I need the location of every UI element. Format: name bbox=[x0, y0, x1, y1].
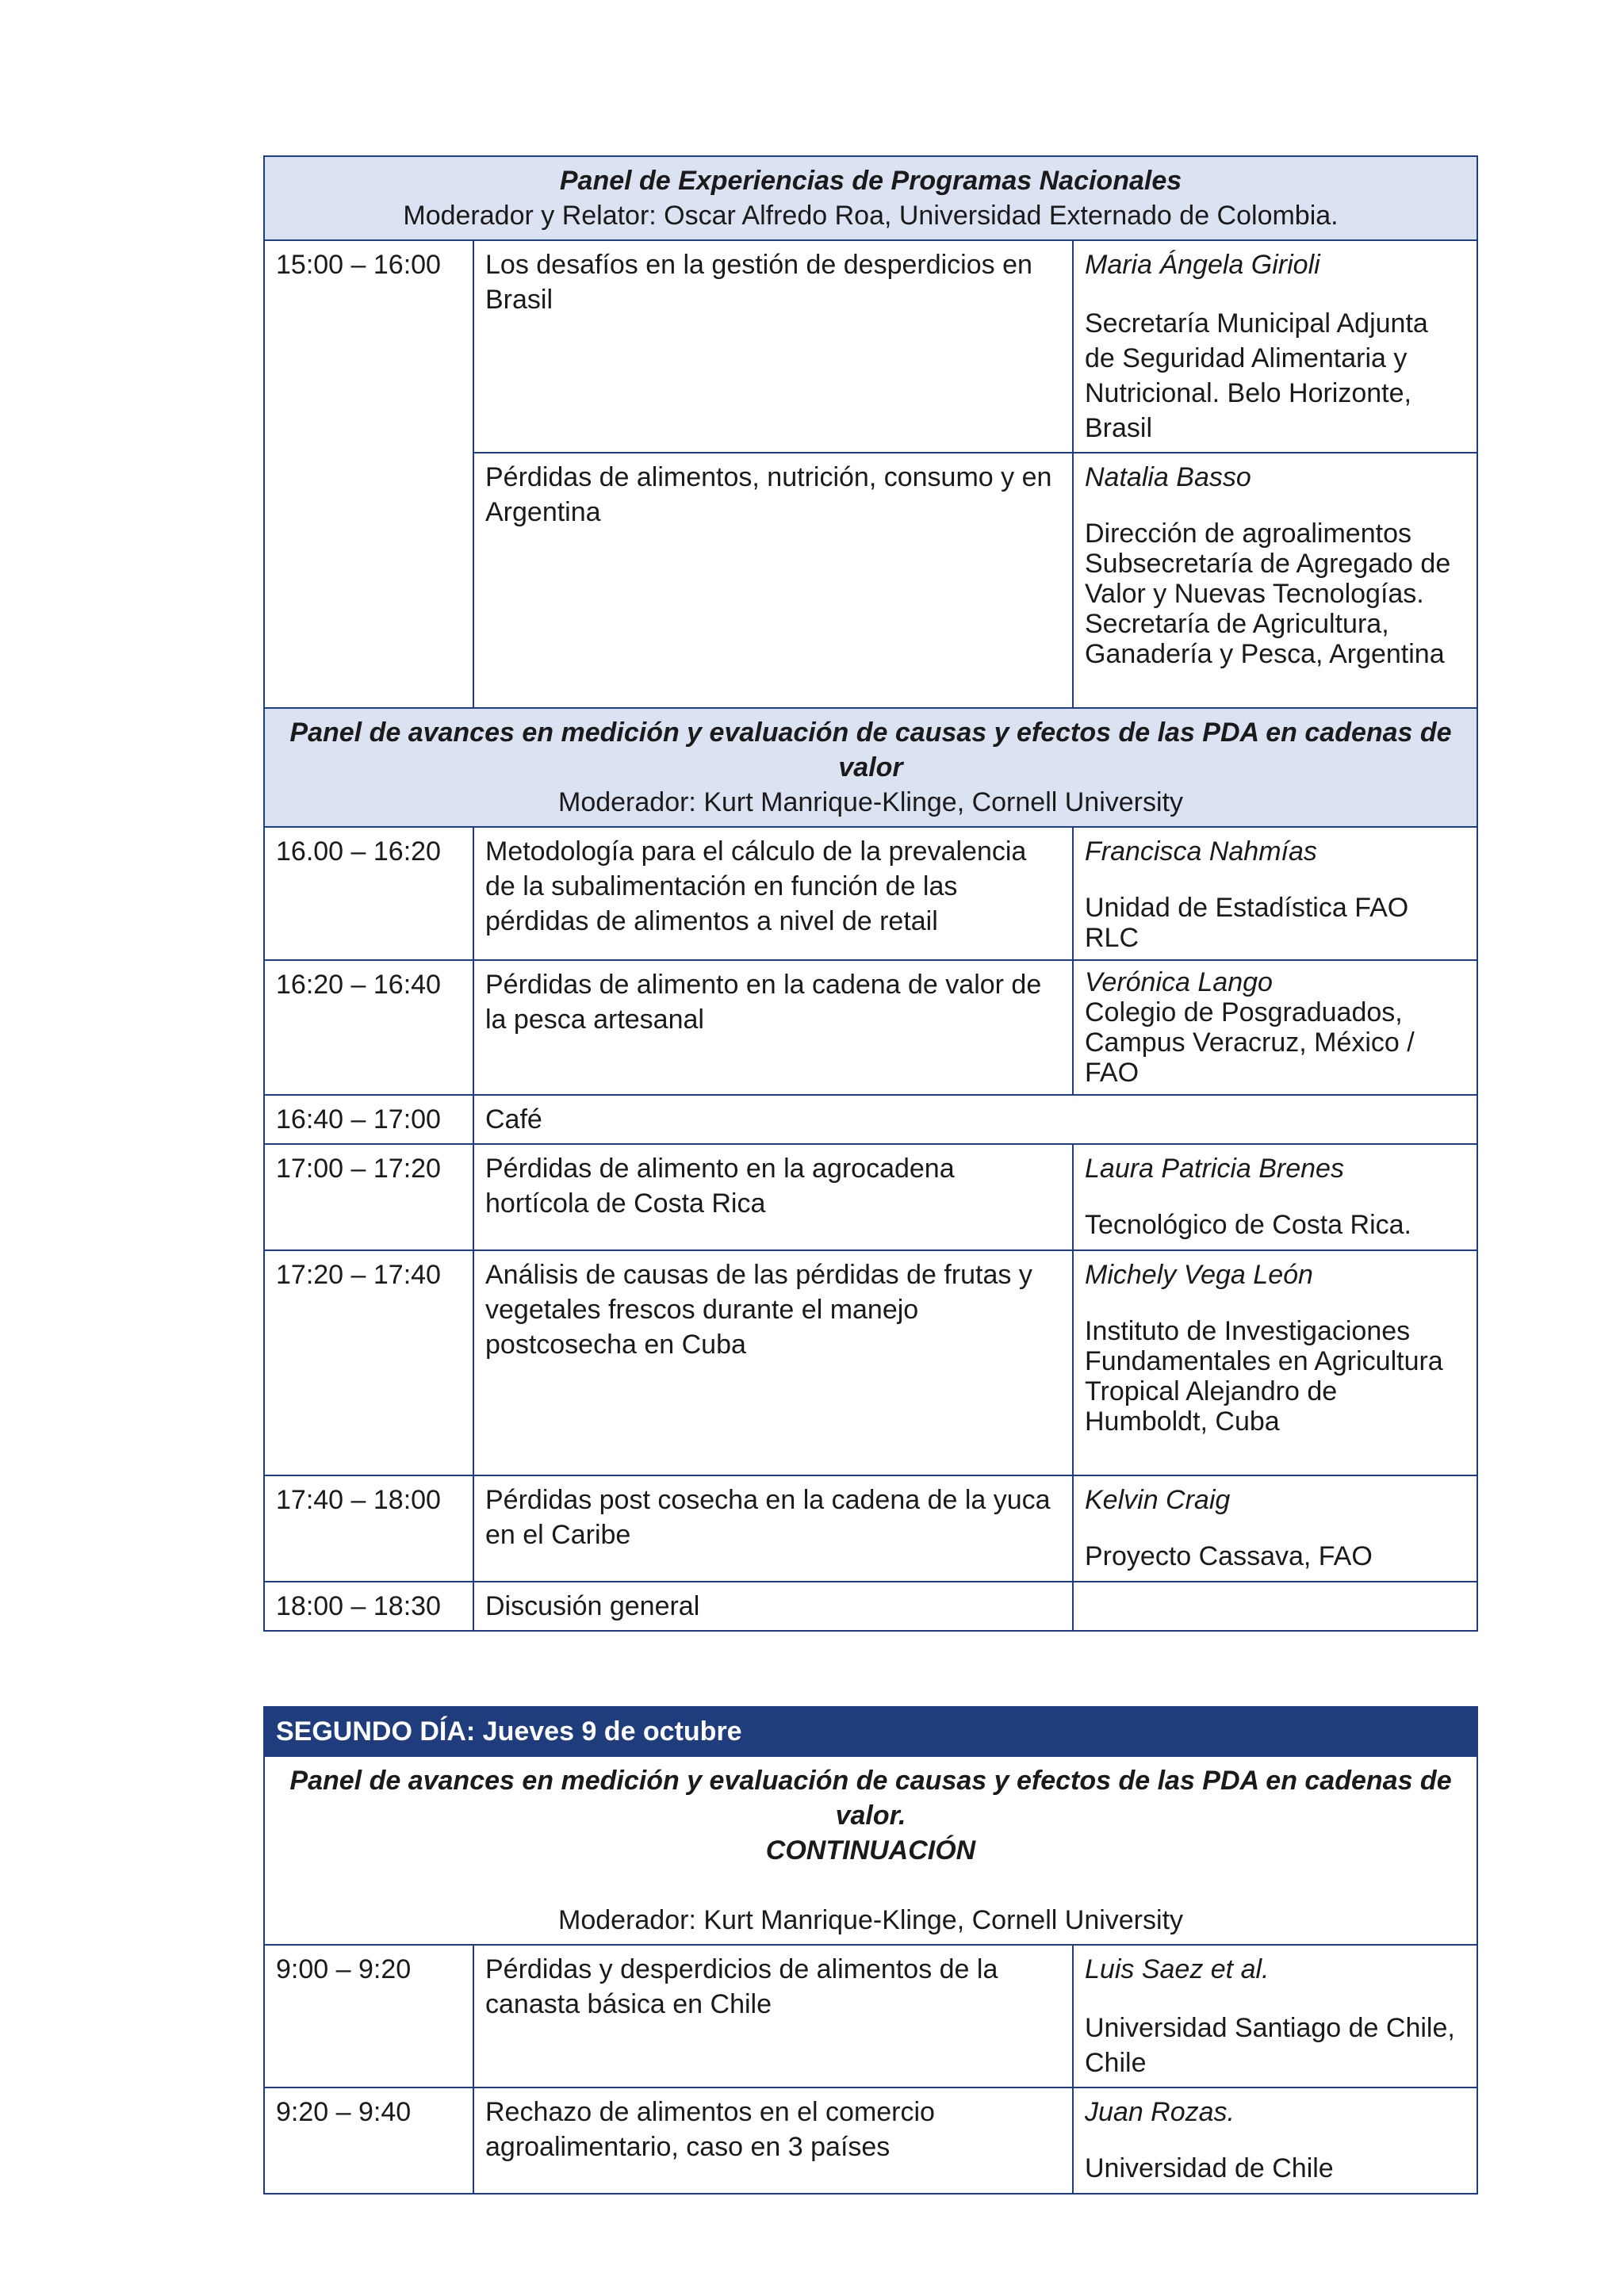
speaker-name: Luis Saez et al. bbox=[1085, 1954, 1270, 1984]
session-topic: Metodología para el cálculo de la prevalencia de la subalimentación en función de las pérdidas de alimentos a nivel de retail bbox=[473, 827, 1073, 960]
speaker-affiliation: Instituto de Investigaciones Fundamentales en Agricultura Tropical Alejandro de Humboldt, Cuba bbox=[1085, 1316, 1443, 1437]
break-row bbox=[264, 1095, 1477, 1144]
day-header-row bbox=[264, 1707, 1477, 1756]
table-row bbox=[264, 1945, 1477, 2087]
break-label: Café bbox=[473, 1095, 1477, 1144]
speaker-affiliation: Proyecto Cassava, FAO bbox=[1085, 1541, 1373, 1571]
session-time: 17:20 – 17:40 bbox=[264, 1250, 473, 1475]
session-time: 18:00 – 18:30 bbox=[264, 1582, 473, 1631]
session-time: 15:00 – 16:00 bbox=[264, 240, 473, 708]
speaker-name: Juan Rozas. bbox=[1085, 2097, 1235, 2127]
speaker-name: Michely Vega León bbox=[1085, 1260, 1313, 1290]
panel-title: Panel de avances en medición y evaluación de causas y efectos de las PDA en cadenas de valor. bbox=[289, 1766, 1452, 1831]
closing-label: Discusión general bbox=[473, 1582, 1073, 1631]
table-row bbox=[264, 827, 1477, 960]
panel-header-row bbox=[264, 156, 1477, 240]
panel-header bbox=[264, 708, 1477, 827]
speaker-affiliation: Dirección de agroalimentos Subsecretaría de Agregado de Valor y Nuevas Tecnologías. Secretaría de Agricultura, Ganadería y Pesca, Argentina bbox=[1085, 519, 1451, 669]
speaker-name: Verónica Lango bbox=[1085, 967, 1273, 997]
speaker-name: Natalia Basso bbox=[1085, 462, 1251, 492]
session-time: 9:00 – 9:20 bbox=[264, 1945, 473, 2087]
speaker-affiliation: Colegio de Posgraduados, Campus Veracruz, México / FAO bbox=[1085, 997, 1415, 1088]
speaker-cell bbox=[1073, 1475, 1477, 1582]
session-topic: Pérdidas de alimento en la cadena de valor de la pesca artesanal bbox=[473, 960, 1073, 1095]
table-row bbox=[264, 1250, 1477, 1475]
table-row bbox=[264, 1475, 1477, 1582]
panel-title-continuation: CONTINUACIÓN bbox=[765, 1835, 976, 1866]
session-time: 17:40 – 18:00 bbox=[264, 1475, 473, 1582]
panel-header bbox=[264, 1756, 1477, 1945]
panel-title: Panel de Experiencias de Programas Nacionales bbox=[559, 166, 1182, 196]
closing-row bbox=[264, 1582, 1477, 1631]
session-topic: Pérdidas y desperdicios de alimentos de la canasta básica en Chile bbox=[473, 1945, 1073, 2087]
speaker-cell bbox=[1073, 2087, 1477, 2194]
panel-moderator: Moderador y Relator: Oscar Alfredo Roa, Universidad Externado de Colombia. bbox=[403, 201, 1339, 231]
panel-header bbox=[264, 156, 1477, 240]
speaker-affiliation: Universidad Santiago de Chile, Chile bbox=[1085, 2013, 1455, 2078]
speaker-cell bbox=[1073, 960, 1477, 1095]
empty-cell bbox=[1073, 1582, 1477, 1631]
agenda-table-day2 bbox=[263, 1706, 1478, 2195]
session-time: 16.00 – 16:20 bbox=[264, 827, 473, 960]
speaker-name: Laura Patricia Brenes bbox=[1085, 1154, 1344, 1184]
speaker-cell bbox=[1073, 240, 1477, 453]
session-time: 16:20 – 16:40 bbox=[264, 960, 473, 1095]
panel-header-row bbox=[264, 708, 1477, 827]
session-topic: Pérdidas de alimentos, nutrición, consumo y en Argentina bbox=[473, 453, 1073, 708]
session-topic: Los desafíos en la gestión de desperdicios en Brasil bbox=[473, 240, 1073, 453]
speaker-affiliation: Unidad de Estadística FAO RLC bbox=[1085, 893, 1409, 953]
panel-header-row bbox=[264, 1756, 1477, 1945]
speaker-name: Francisca Nahmías bbox=[1085, 836, 1317, 867]
session-time: 9:20 – 9:40 bbox=[264, 2087, 473, 2194]
table-row bbox=[264, 240, 1477, 453]
session-topic: Rechazo de alimentos en el comercio agroalimentario, caso en 3 países bbox=[473, 2087, 1073, 2194]
session-topic: Pérdidas de alimento en la agrocadena hortícola de Costa Rica bbox=[473, 1144, 1073, 1250]
table-row bbox=[264, 960, 1477, 1095]
speaker-affiliation: Universidad de Chile bbox=[1085, 2153, 1334, 2183]
table-row bbox=[264, 1144, 1477, 1250]
speaker-cell bbox=[1073, 827, 1477, 960]
speaker-cell bbox=[1073, 1945, 1477, 2087]
panel-moderator: Moderador: Kurt Manrique-Klinge, Cornell University bbox=[558, 1905, 1184, 1935]
panel-moderator: Moderador: Kurt Manrique-Klinge, Cornell University bbox=[558, 787, 1183, 817]
agenda-table-day1 bbox=[263, 155, 1478, 1632]
speaker-cell bbox=[1073, 1250, 1477, 1475]
day-header: SEGUNDO DÍA: Jueves 9 de octubre bbox=[264, 1707, 1477, 1756]
speaker-affiliation: Tecnológico de Costa Rica. bbox=[1085, 1210, 1412, 1240]
speaker-cell bbox=[1073, 1144, 1477, 1250]
session-time: 17:00 – 17:20 bbox=[264, 1144, 473, 1250]
speaker-cell bbox=[1073, 453, 1477, 708]
panel-title: Panel de avances en medición y evaluación de causas y efectos de las PDA en cadenas de valor bbox=[289, 718, 1452, 783]
speaker-affiliation: Secretaría Municipal Adjunta de Seguridad Alimentaria y Nutricional. Belo Horizonte, Brasil bbox=[1085, 308, 1428, 443]
table-row bbox=[264, 2087, 1477, 2194]
session-time: 16:40 – 17:00 bbox=[264, 1095, 473, 1144]
session-topic: Pérdidas post cosecha en la cadena de la yuca en el Caribe bbox=[473, 1475, 1073, 1582]
speaker-name: Kelvin Craig bbox=[1085, 1485, 1231, 1515]
session-topic: Análisis de causas de las pérdidas de frutas y vegetales frescos durante el manejo postcosecha en Cuba bbox=[473, 1250, 1073, 1475]
speaker-name: Maria Ángela Girioli bbox=[1085, 250, 1320, 280]
